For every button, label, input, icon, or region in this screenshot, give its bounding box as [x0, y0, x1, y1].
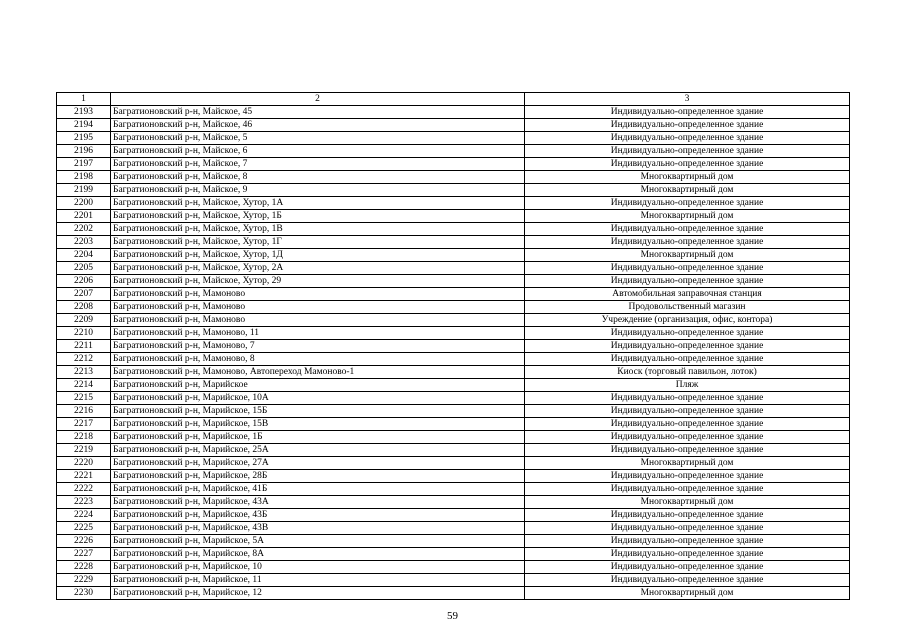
- table-row: [57, 145, 850, 158]
- row-address: Багратионовский р-н, Марийское, 5А: [111, 535, 525, 548]
- table-row: [57, 353, 850, 366]
- row-address: Багратионовский р-н, Майское, 6: [111, 145, 525, 158]
- row-number: 2211: [57, 340, 111, 353]
- row-number: 2206: [57, 275, 111, 288]
- row-object-type: Индивидуально-определенное здание: [525, 561, 850, 574]
- table-row: [57, 483, 850, 496]
- table-row: [57, 184, 850, 197]
- row-address: Багратионовский р-н, Марийское, 15Б: [111, 405, 525, 418]
- table-row: [57, 574, 850, 587]
- table-row: [57, 418, 850, 431]
- table-row: [57, 275, 850, 288]
- table-row: [57, 314, 850, 327]
- column-header-type: 3: [525, 93, 850, 106]
- row-number: 2208: [57, 301, 111, 314]
- row-address: Багратионовский р-н, Марийское, 10: [111, 561, 525, 574]
- row-address: Багратионовский р-н, Марийское, 12: [111, 587, 525, 600]
- row-address: Багратионовский р-н, Майское, Хутор, 29: [111, 275, 525, 288]
- row-object-type: Многоквартирный дом: [525, 249, 850, 262]
- row-address: Багратионовский р-н, Марийское: [111, 379, 525, 392]
- column-header-number: 1: [57, 93, 111, 106]
- row-address: Багратионовский р-н, Мамоново: [111, 314, 525, 327]
- row-address: Багратионовский р-н, Марийское, 43Б: [111, 509, 525, 522]
- column-header-address: 2: [111, 93, 525, 106]
- row-object-type: Индивидуально-определенное здание: [525, 574, 850, 587]
- row-object-type: Индивидуально-определенное здание: [525, 327, 850, 340]
- row-number: 2227: [57, 548, 111, 561]
- row-object-type: Индивидуально-определенное здание: [525, 470, 850, 483]
- table-row: [57, 210, 850, 223]
- row-number: 2224: [57, 509, 111, 522]
- table-row: [57, 288, 850, 301]
- row-number: 2222: [57, 483, 111, 496]
- row-number: 2228: [57, 561, 111, 574]
- table-row: [57, 431, 850, 444]
- table-row: [57, 301, 850, 314]
- row-address: Багратионовский р-н, Марийское, 10А: [111, 392, 525, 405]
- table-row: [57, 392, 850, 405]
- row-number: 2200: [57, 197, 111, 210]
- table-row: [57, 249, 850, 262]
- table-row: [57, 132, 850, 145]
- row-number: 2223: [57, 496, 111, 509]
- row-address: Багратионовский р-н, Марийское, 41Б: [111, 483, 525, 496]
- table-row: [57, 470, 850, 483]
- row-number: 2212: [57, 353, 111, 366]
- row-address: Багратионовский р-н, Мамоново: [111, 301, 525, 314]
- row-number: 2205: [57, 262, 111, 275]
- row-address: Багратионовский р-н, Майское, Хутор, 1Д: [111, 249, 525, 262]
- row-address: Багратионовский р-н, Майское, 9: [111, 184, 525, 197]
- row-object-type: Индивидуально-определенное здание: [525, 353, 850, 366]
- table-row: [57, 262, 850, 275]
- row-number: 2210: [57, 327, 111, 340]
- row-address: Багратионовский р-н, Марийское, 15В: [111, 418, 525, 431]
- row-object-type: Индивидуально-определенное здание: [525, 275, 850, 288]
- row-address: Багратионовский р-н, Марийское, 1Б: [111, 431, 525, 444]
- row-object-type: Многоквартирный дом: [525, 496, 850, 509]
- table-row: [57, 587, 850, 600]
- row-number: 2204: [57, 249, 111, 262]
- row-object-type: Индивидуально-определенное здание: [525, 548, 850, 561]
- row-object-type: Индивидуально-определенное здание: [525, 535, 850, 548]
- table-row: [57, 509, 850, 522]
- row-object-type: Многоквартирный дом: [525, 184, 850, 197]
- row-object-type: Индивидуально-определенное здание: [525, 158, 850, 171]
- row-number: 2199: [57, 184, 111, 197]
- row-address: Багратионовский р-н, Майское, 7: [111, 158, 525, 171]
- row-object-type: Индивидуально-определенное здание: [525, 444, 850, 457]
- row-address: Багратионовский р-н, Мамоново, 7: [111, 340, 525, 353]
- row-address: Багратионовский р-н, Мамоново, Автопереход Мамоново-1: [111, 366, 525, 379]
- row-number: 2193: [57, 106, 111, 119]
- register-table-body: [57, 93, 850, 600]
- row-object-type: Многоквартирный дом: [525, 171, 850, 184]
- row-object-type: Пляж: [525, 379, 850, 392]
- row-object-type: Индивидуально-определенное здание: [525, 197, 850, 210]
- row-address: Багратионовский р-н, Майское, 45: [111, 106, 525, 119]
- row-number: 2216: [57, 405, 111, 418]
- row-object-type: Индивидуально-определенное здание: [525, 483, 850, 496]
- row-number: 2219: [57, 444, 111, 457]
- table-row: [57, 171, 850, 184]
- table-row: [57, 522, 850, 535]
- row-number: 2194: [57, 119, 111, 132]
- row-address: Багратионовский р-н, Марийское, 27А: [111, 457, 525, 470]
- row-number: 2201: [57, 210, 111, 223]
- row-address: Багратионовский р-н, Майское, Хутор, 1Г: [111, 236, 525, 249]
- row-object-type: Продовольственный магазин: [525, 301, 850, 314]
- row-number: 2226: [57, 535, 111, 548]
- row-object-type: Индивидуально-определенное здание: [525, 418, 850, 431]
- row-object-type: Индивидуально-определенное здание: [525, 262, 850, 275]
- row-address: Багратионовский р-н, Майское, 5: [111, 132, 525, 145]
- row-address: Багратионовский р-н, Майское, Хутор, 1А: [111, 197, 525, 210]
- table-row: [57, 106, 850, 119]
- table-row: [57, 405, 850, 418]
- row-object-type: Многоквартирный дом: [525, 457, 850, 470]
- row-object-type: Индивидуально-определенное здание: [525, 236, 850, 249]
- row-number: 2198: [57, 171, 111, 184]
- row-object-type: Индивидуально-определенное здание: [525, 223, 850, 236]
- row-address: Багратионовский р-н, Майское, Хутор, 2А: [111, 262, 525, 275]
- row-address: Багратионовский р-н, Майское, Хутор, 1Б: [111, 210, 525, 223]
- row-number: 2220: [57, 457, 111, 470]
- row-address: Багратионовский р-н, Мамоново, 11: [111, 327, 525, 340]
- row-address: Багратионовский р-н, Марийское, 43В: [111, 522, 525, 535]
- table-row: [57, 496, 850, 509]
- table-row: [57, 535, 850, 548]
- table-row: [57, 327, 850, 340]
- row-number: 2215: [57, 392, 111, 405]
- row-number: 2213: [57, 366, 111, 379]
- row-number: 2218: [57, 431, 111, 444]
- row-number: 2203: [57, 236, 111, 249]
- row-number: 2229: [57, 574, 111, 587]
- row-object-type: Многоквартирный дом: [525, 587, 850, 600]
- table-row: [57, 197, 850, 210]
- table-header-row: [57, 93, 850, 106]
- table-row: [57, 366, 850, 379]
- row-address: Багратионовский р-н, Майское, 46: [111, 119, 525, 132]
- table-row: [57, 236, 850, 249]
- row-object-type: Индивидуально-определенное здание: [525, 340, 850, 353]
- table-row: [57, 158, 850, 171]
- table-row: [57, 444, 850, 457]
- row-number: 2202: [57, 223, 111, 236]
- row-number: 2207: [57, 288, 111, 301]
- row-address: Багратионовский р-н, Майское, Хутор, 1В: [111, 223, 525, 236]
- row-address: Багратионовский р-н, Мамоново, 8: [111, 353, 525, 366]
- row-number: 2196: [57, 145, 111, 158]
- row-object-type: Киоск (торговый павильон, лоток): [525, 366, 850, 379]
- row-object-type: Индивидуально-определенное здание: [525, 392, 850, 405]
- table-row: [57, 548, 850, 561]
- register-table: [56, 92, 850, 600]
- row-number: 2217: [57, 418, 111, 431]
- row-address: Багратионовский р-н, Марийское, 8А: [111, 548, 525, 561]
- row-number: 2214: [57, 379, 111, 392]
- row-address: Багратионовский р-н, Марийское, 43А: [111, 496, 525, 509]
- table-row: [57, 457, 850, 470]
- row-object-type: Индивидуально-определенное здание: [525, 431, 850, 444]
- page-number: 59: [447, 610, 458, 622]
- row-address: Багратионовский р-н, Марийское, 25А: [111, 444, 525, 457]
- row-object-type: Учреждение (организация, офис, контора): [525, 314, 850, 327]
- row-object-type: Индивидуально-определенное здание: [525, 106, 850, 119]
- row-object-type: Индивидуально-определенное здание: [525, 145, 850, 158]
- row-number: 2197: [57, 158, 111, 171]
- table-row: [57, 340, 850, 353]
- row-number: 2230: [57, 587, 111, 600]
- row-object-type: Индивидуально-определенное здание: [525, 522, 850, 535]
- row-object-type: Автомобильная заправочная станция: [525, 288, 850, 301]
- table-row: [57, 379, 850, 392]
- row-address: Багратионовский р-н, Майское, 8: [111, 171, 525, 184]
- row-object-type: Индивидуально-определенное здание: [525, 509, 850, 522]
- row-number: 2195: [57, 132, 111, 145]
- table-row: [57, 223, 850, 236]
- table-row: [57, 561, 850, 574]
- row-object-type: Многоквартирный дом: [525, 210, 850, 223]
- row-address: Багратионовский р-н, Мамоново: [111, 288, 525, 301]
- row-number: 2209: [57, 314, 111, 327]
- table-row: [57, 119, 850, 132]
- row-object-type: Индивидуально-определенное здание: [525, 405, 850, 418]
- row-address: Багратионовский р-н, Марийское, 11: [111, 574, 525, 587]
- row-number: 2225: [57, 522, 111, 535]
- row-object-type: Индивидуально-определенное здание: [525, 119, 850, 132]
- row-address: Багратионовский р-н, Марийское, 28Б: [111, 470, 525, 483]
- row-object-type: Индивидуально-определенное здание: [525, 132, 850, 145]
- row-number: 2221: [57, 470, 111, 483]
